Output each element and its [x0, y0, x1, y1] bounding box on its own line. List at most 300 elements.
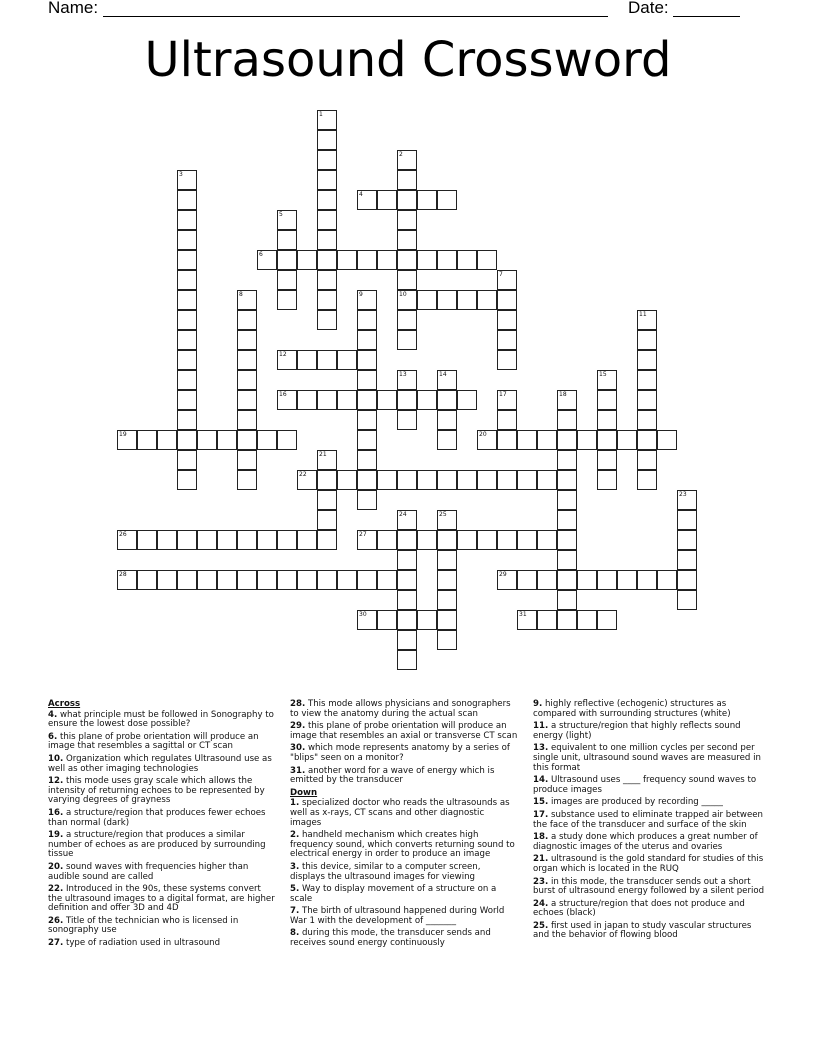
- grid-cell[interactable]: [497, 310, 517, 330]
- grid-cell[interactable]: [337, 350, 357, 370]
- grid-cell[interactable]: [357, 190, 377, 210]
- grid-cell[interactable]: [317, 530, 337, 550]
- clue-number: 6.: [48, 731, 58, 742]
- grid-cell[interactable]: [557, 610, 577, 630]
- grid-cell[interactable]: [477, 530, 497, 550]
- grid-cell[interactable]: [557, 450, 577, 470]
- grid-cell[interactable]: [397, 550, 417, 570]
- grid-cell[interactable]: [377, 470, 397, 490]
- clues-column-2: [290, 700, 518, 952]
- grid-cell[interactable]: [437, 370, 457, 390]
- grid-cell[interactable]: [497, 570, 517, 590]
- grid-cell[interactable]: [537, 470, 557, 490]
- grid-cell[interactable]: [277, 270, 297, 290]
- down-clue: [533, 833, 765, 852]
- down-clue: [533, 900, 765, 919]
- grid-cell[interactable]: [537, 530, 557, 550]
- grid-cell[interactable]: [317, 310, 337, 330]
- grid-cell[interactable]: [637, 330, 657, 350]
- grid-cell[interactable]: [397, 150, 417, 170]
- grid-cell[interactable]: [437, 290, 457, 310]
- grid-cell[interactable]: [277, 430, 297, 450]
- grid-cell[interactable]: [317, 170, 337, 190]
- grid-cell[interactable]: [397, 310, 417, 330]
- clue-number: 11.: [533, 721, 549, 732]
- grid-cell[interactable]: [437, 190, 457, 210]
- date-label: Date:: [628, 0, 669, 17]
- grid-cell[interactable]: [597, 450, 617, 470]
- grid-cell[interactable]: [237, 450, 257, 470]
- clue-text: this plane of probe orientation will produce an image that resembles a sagittal or CT scan: [48, 731, 259, 752]
- grid-cell[interactable]: [357, 530, 377, 550]
- clue-number: 19.: [48, 830, 64, 841]
- across-clue: [48, 733, 276, 752]
- grid-cell[interactable]: [277, 210, 297, 230]
- grid-cell[interactable]: [317, 230, 337, 250]
- grid-cell[interactable]: [437, 590, 457, 610]
- grid-cell[interactable]: [297, 470, 317, 490]
- grid-cell[interactable]: [597, 470, 617, 490]
- grid-cell[interactable]: [617, 570, 637, 590]
- grid-cell[interactable]: [437, 630, 457, 650]
- grid-cell[interactable]: [477, 290, 497, 310]
- grid-cell[interactable]: [437, 390, 457, 410]
- grid-cell[interactable]: [157, 430, 177, 450]
- grid-cell[interactable]: [417, 250, 437, 270]
- grid-cell[interactable]: [237, 310, 257, 330]
- grid-cell[interactable]: [177, 450, 197, 470]
- grid-cell[interactable]: [677, 590, 697, 610]
- page-title: Ultrasound Crossword: [144, 32, 672, 88]
- grid-cell[interactable]: [557, 510, 577, 530]
- grid-cell[interactable]: [557, 530, 577, 550]
- date-field[interactable]: [673, 16, 740, 17]
- grid-cell[interactable]: [317, 490, 337, 510]
- grid-cell[interactable]: [237, 350, 257, 370]
- down-clue: [290, 799, 518, 828]
- grid-cell[interactable]: [157, 570, 177, 590]
- grid-cell[interactable]: [597, 610, 617, 630]
- grid-cell[interactable]: [317, 250, 337, 270]
- grid-cell[interactable]: [377, 570, 397, 590]
- grid-cell[interactable]: [417, 390, 437, 410]
- clue-number: 17: [499, 391, 507, 398]
- grid-cell[interactable]: [357, 570, 377, 590]
- name-label: Name:: [48, 0, 99, 17]
- grid-cell[interactable]: [677, 530, 697, 550]
- grid-cell[interactable]: [357, 450, 377, 470]
- grid-cell[interactable]: [417, 530, 437, 550]
- grid-cell[interactable]: [397, 170, 417, 190]
- grid-cell[interactable]: [317, 450, 337, 470]
- clue-number: 2: [399, 151, 403, 158]
- clue-number: 5: [279, 211, 283, 218]
- grid-cell[interactable]: [457, 390, 477, 410]
- grid-cell[interactable]: [557, 490, 577, 510]
- grid-cell[interactable]: [397, 330, 417, 350]
- grid-cell[interactable]: [317, 470, 337, 490]
- grid-cell[interactable]: [557, 430, 577, 450]
- grid-cell[interactable]: [437, 470, 457, 490]
- grid-cell[interactable]: [337, 570, 357, 590]
- grid-cell[interactable]: [357, 390, 377, 410]
- clue-number: 30: [359, 611, 367, 618]
- grid-cell[interactable]: [537, 610, 557, 630]
- clue-text: sound waves with frequencies higher than audible sound are called: [48, 861, 249, 882]
- down-clue: [290, 863, 518, 882]
- grid-cell[interactable]: [297, 530, 317, 550]
- grid-cell[interactable]: [437, 550, 457, 570]
- clue-number: 26.: [48, 915, 64, 926]
- grid-cell[interactable]: [177, 170, 197, 190]
- grid-cell[interactable]: [397, 370, 417, 390]
- grid-cell[interactable]: [397, 230, 417, 250]
- grid-cell[interactable]: [577, 610, 597, 630]
- clue-text: substance used to eliminate trapped air between the face of the transducer and surface of the skin: [533, 809, 763, 830]
- grid-cell[interactable]: [677, 490, 697, 510]
- grid-cell[interactable]: [177, 430, 197, 450]
- grid-cell[interactable]: [417, 470, 437, 490]
- grid-cell[interactable]: [397, 410, 417, 430]
- clue-number: 31: [519, 611, 527, 618]
- grid-cell[interactable]: [317, 390, 337, 410]
- grid-cell[interactable]: [177, 190, 197, 210]
- grid-cell[interactable]: [557, 470, 577, 490]
- grid-cell[interactable]: [217, 570, 237, 590]
- grid-cell[interactable]: [517, 570, 537, 590]
- grid-cell[interactable]: [677, 550, 697, 570]
- grid-cell[interactable]: [497, 290, 517, 310]
- grid-cell[interactable]: [177, 530, 197, 550]
- clue-text: Introduced in the 90s, these systems convert the ultrasound images to a digital format, are higher definition and offer 3D and 4D: [48, 884, 275, 914]
- grid-cell[interactable]: [337, 250, 357, 270]
- grid-cell[interactable]: [637, 390, 657, 410]
- grid-cell[interactable]: [317, 130, 337, 150]
- grid-cell[interactable]: [277, 290, 297, 310]
- grid-cell[interactable]: [497, 350, 517, 370]
- clues-column-1: [48, 700, 276, 952]
- grid-cell[interactable]: [597, 430, 617, 450]
- clue-number: 31.: [290, 765, 306, 776]
- grid-cell[interactable]: [377, 250, 397, 270]
- grid-cell[interactable]: [417, 290, 437, 310]
- grid-cell[interactable]: [277, 250, 297, 270]
- clue-number: 1.: [290, 798, 300, 809]
- grid-cell[interactable]: [597, 370, 617, 390]
- grid-cell[interactable]: [257, 570, 277, 590]
- grid-cell[interactable]: [357, 490, 377, 510]
- grid-cell[interactable]: [277, 350, 297, 370]
- grid-cell[interactable]: [497, 270, 517, 290]
- grid-cell[interactable]: [437, 510, 457, 530]
- grid-cell[interactable]: [197, 530, 217, 550]
- grid-cell[interactable]: [317, 270, 337, 290]
- grid-cell[interactable]: [557, 570, 577, 590]
- grid-cell[interactable]: [637, 310, 657, 330]
- grid-cell[interactable]: [397, 630, 417, 650]
- clue-number: 11: [639, 311, 647, 318]
- grid-cell[interactable]: [437, 610, 457, 630]
- clue-text: this mode uses gray scale which allows the intensity of returning echoes to be represented by varying degrees of grayness: [48, 776, 265, 806]
- grid-cell[interactable]: [397, 530, 417, 550]
- clue-number: 10.: [48, 753, 64, 764]
- grid-cell[interactable]: [277, 390, 297, 410]
- grid-cell[interactable]: [317, 290, 337, 310]
- grid-cell[interactable]: [237, 410, 257, 430]
- grid-cell[interactable]: [437, 530, 457, 550]
- grid-cell[interactable]: [497, 390, 517, 410]
- grid-cell[interactable]: [277, 570, 297, 590]
- grid-cell[interactable]: [437, 430, 457, 450]
- grid-cell[interactable]: [117, 430, 137, 450]
- grid-cell[interactable]: [117, 570, 137, 590]
- grid-cell[interactable]: [457, 290, 477, 310]
- grid-cell[interactable]: [237, 370, 257, 390]
- grid-cell[interactable]: [477, 470, 497, 490]
- grid-cell[interactable]: [337, 470, 357, 490]
- grid-cell[interactable]: [177, 410, 197, 430]
- grid-cell[interactable]: [357, 290, 377, 310]
- grid-cell[interactable]: [597, 410, 617, 430]
- grid-cell[interactable]: [177, 250, 197, 270]
- grid-cell[interactable]: [237, 390, 257, 410]
- grid-cell[interactable]: [357, 350, 377, 370]
- grid-cell[interactable]: [297, 350, 317, 370]
- clue-number: 4: [359, 191, 363, 198]
- down-clue: [533, 811, 765, 830]
- grid-cell[interactable]: [637, 410, 657, 430]
- grid-cell[interactable]: [437, 250, 457, 270]
- grid-cell[interactable]: [497, 430, 517, 450]
- grid-cell[interactable]: [457, 470, 477, 490]
- grid-cell[interactable]: [497, 330, 517, 350]
- grid-cell[interactable]: [277, 530, 297, 550]
- grid-cell[interactable]: [517, 610, 537, 630]
- clue-number: 22.: [48, 884, 64, 895]
- clue-number: 9: [359, 291, 363, 298]
- grid-cell[interactable]: [177, 470, 197, 490]
- grid-cell[interactable]: [177, 390, 197, 410]
- grid-cell[interactable]: [497, 410, 517, 430]
- grid-cell[interactable]: [397, 650, 417, 670]
- grid-cell[interactable]: [637, 370, 657, 390]
- grid-cell[interactable]: [597, 390, 617, 410]
- grid-cell[interactable]: [237, 290, 257, 310]
- grid-cell[interactable]: [637, 470, 657, 490]
- clue-number: 21.: [533, 854, 549, 865]
- grid-cell[interactable]: [457, 250, 477, 270]
- grid-cell[interactable]: [177, 370, 197, 390]
- grid-cell[interactable]: [677, 510, 697, 530]
- grid-cell[interactable]: [137, 570, 157, 590]
- grid-cell[interactable]: [137, 430, 157, 450]
- clue-text: highly reflective (echogenic) structures as compared with surrounding structures (white): [533, 699, 731, 719]
- grid-cell[interactable]: [177, 230, 197, 250]
- grid-cell[interactable]: [517, 430, 537, 450]
- grid-cell[interactable]: [297, 570, 317, 590]
- grid-cell[interactable]: [317, 510, 337, 530]
- grid-cell[interactable]: [357, 250, 377, 270]
- clue-number: 7.: [290, 906, 300, 917]
- grid-cell[interactable]: [377, 610, 397, 630]
- grid-cell[interactable]: [577, 430, 597, 450]
- clue-number: 23: [679, 491, 687, 498]
- clue-number: 7: [499, 271, 503, 278]
- grid-cell[interactable]: [657, 570, 677, 590]
- grid-cell[interactable]: [237, 570, 257, 590]
- grid-cell[interactable]: [397, 610, 417, 630]
- grid-cell[interactable]: [397, 190, 417, 210]
- clues-column-3: [533, 700, 765, 944]
- grid-cell[interactable]: [257, 530, 277, 550]
- grid-cell[interactable]: [457, 530, 477, 550]
- across-clue: [48, 885, 276, 914]
- grid-cell[interactable]: [497, 470, 517, 490]
- grid-cell[interactable]: [577, 570, 597, 590]
- grid-cell[interactable]: [437, 570, 457, 590]
- grid-cell[interactable]: [357, 370, 377, 390]
- grid-cell[interactable]: [357, 310, 377, 330]
- grid-cell[interactable]: [377, 530, 397, 550]
- clue-number: 10: [399, 291, 407, 298]
- grid-cell[interactable]: [297, 390, 317, 410]
- grid-cell[interactable]: [477, 250, 497, 270]
- grid-cell[interactable]: [217, 530, 237, 550]
- grid-cell[interactable]: [397, 250, 417, 270]
- grid-cell[interactable]: [557, 410, 577, 430]
- grid-cell[interactable]: [277, 230, 297, 250]
- grid-cell[interactable]: [317, 110, 337, 130]
- grid-cell[interactable]: [617, 430, 637, 450]
- grid-cell[interactable]: [197, 570, 217, 590]
- grid-cell[interactable]: [397, 510, 417, 530]
- clue-number: 25.: [533, 920, 549, 931]
- clue-number: 22: [299, 471, 307, 478]
- down-clue: [290, 907, 518, 926]
- grid-cell[interactable]: [237, 430, 257, 450]
- down-clue: [290, 929, 518, 948]
- down-clue: [533, 700, 765, 719]
- grid-cell[interactable]: [237, 330, 257, 350]
- clue-number: 21: [319, 451, 327, 458]
- across-clue: [290, 744, 518, 763]
- grid-cell[interactable]: [197, 430, 217, 450]
- grid-cell[interactable]: [397, 270, 417, 290]
- grid-cell[interactable]: [317, 190, 337, 210]
- grid-cell[interactable]: [677, 570, 697, 590]
- clue-text: during this mode, the transducer sends and receives sound energy continuously: [290, 928, 491, 949]
- grid-cell[interactable]: [177, 570, 197, 590]
- grid-cell[interactable]: [177, 290, 197, 310]
- grid-cell[interactable]: [597, 570, 617, 590]
- clue-number: 26: [119, 531, 127, 538]
- grid-cell[interactable]: [397, 590, 417, 610]
- grid-cell[interactable]: [657, 430, 677, 450]
- clue-number: 13.: [533, 743, 549, 754]
- grid-cell[interactable]: [357, 470, 377, 490]
- grid-cell[interactable]: [437, 410, 457, 430]
- clue-number: 9.: [533, 699, 543, 709]
- grid-cell[interactable]: [537, 430, 557, 450]
- grid-cell[interactable]: [317, 150, 337, 170]
- clue-text: images are produced by recording _____: [548, 797, 723, 808]
- clue-text: Way to display movement of a structure on a scale: [290, 884, 497, 904]
- grid-cell[interactable]: [517, 530, 537, 550]
- grid-cell[interactable]: [237, 530, 257, 550]
- grid-cell[interactable]: [137, 530, 157, 550]
- grid-cell[interactable]: [177, 310, 197, 330]
- grid-cell[interactable]: [377, 190, 397, 210]
- grid-cell[interactable]: [117, 530, 137, 550]
- grid-cell[interactable]: [397, 210, 417, 230]
- grid-cell[interactable]: [257, 430, 277, 450]
- grid-cell[interactable]: [377, 390, 397, 410]
- grid-cell[interactable]: [557, 550, 577, 570]
- grid-cell[interactable]: [357, 330, 377, 350]
- across-heading: Across: [48, 699, 81, 709]
- grid-cell[interactable]: [357, 610, 377, 630]
- across-clue: [48, 863, 276, 882]
- grid-cell[interactable]: [297, 250, 317, 270]
- grid-cell[interactable]: [397, 570, 417, 590]
- grid-cell[interactable]: [337, 390, 357, 410]
- grid-cell[interactable]: [477, 430, 497, 450]
- clue-number: 25: [439, 511, 447, 518]
- down-clue: [533, 878, 765, 897]
- grid-cell[interactable]: [397, 470, 417, 490]
- grid-cell[interactable]: [637, 450, 657, 470]
- grid-cell[interactable]: [557, 390, 577, 410]
- grid-cell[interactable]: [397, 390, 417, 410]
- grid-cell[interactable]: [317, 350, 337, 370]
- grid-cell[interactable]: [177, 330, 197, 350]
- grid-cell[interactable]: [397, 290, 417, 310]
- across-clue: [48, 711, 276, 730]
- grid-cell[interactable]: [317, 210, 337, 230]
- clue-number: 20: [479, 431, 487, 438]
- grid-cell[interactable]: [637, 430, 657, 450]
- crossword-grid: [117, 110, 717, 690]
- grid-cell[interactable]: [557, 590, 577, 610]
- grid-cell[interactable]: [177, 270, 197, 290]
- grid-cell[interactable]: [417, 610, 437, 630]
- grid-cell[interactable]: [157, 530, 177, 550]
- clue-number: 15: [599, 371, 607, 378]
- grid-cell[interactable]: [237, 470, 257, 490]
- name-field[interactable]: [103, 16, 608, 17]
- grid-cell[interactable]: [637, 350, 657, 370]
- grid-cell[interactable]: [177, 350, 197, 370]
- grid-cell[interactable]: [177, 210, 197, 230]
- grid-cell[interactable]: [357, 410, 377, 430]
- clue-number: 1: [319, 111, 323, 118]
- down-clue: [533, 855, 765, 874]
- clue-number: 19: [119, 431, 127, 438]
- clue-number: 18: [559, 391, 567, 398]
- clue-text: Ultrasound uses ____ frequency sound waves to produce images: [533, 775, 757, 795]
- clue-number: 29: [499, 571, 507, 578]
- grid-cell[interactable]: [257, 250, 277, 270]
- grid-cell[interactable]: [417, 190, 437, 210]
- down-clue: [533, 776, 765, 795]
- grid-cell[interactable]: [537, 570, 557, 590]
- grid-cell[interactable]: [637, 570, 657, 590]
- grid-cell[interactable]: [517, 470, 537, 490]
- grid-cell[interactable]: [317, 570, 337, 590]
- grid-cell[interactable]: [357, 430, 377, 450]
- grid-cell[interactable]: [217, 430, 237, 450]
- grid-cell[interactable]: [497, 530, 517, 550]
